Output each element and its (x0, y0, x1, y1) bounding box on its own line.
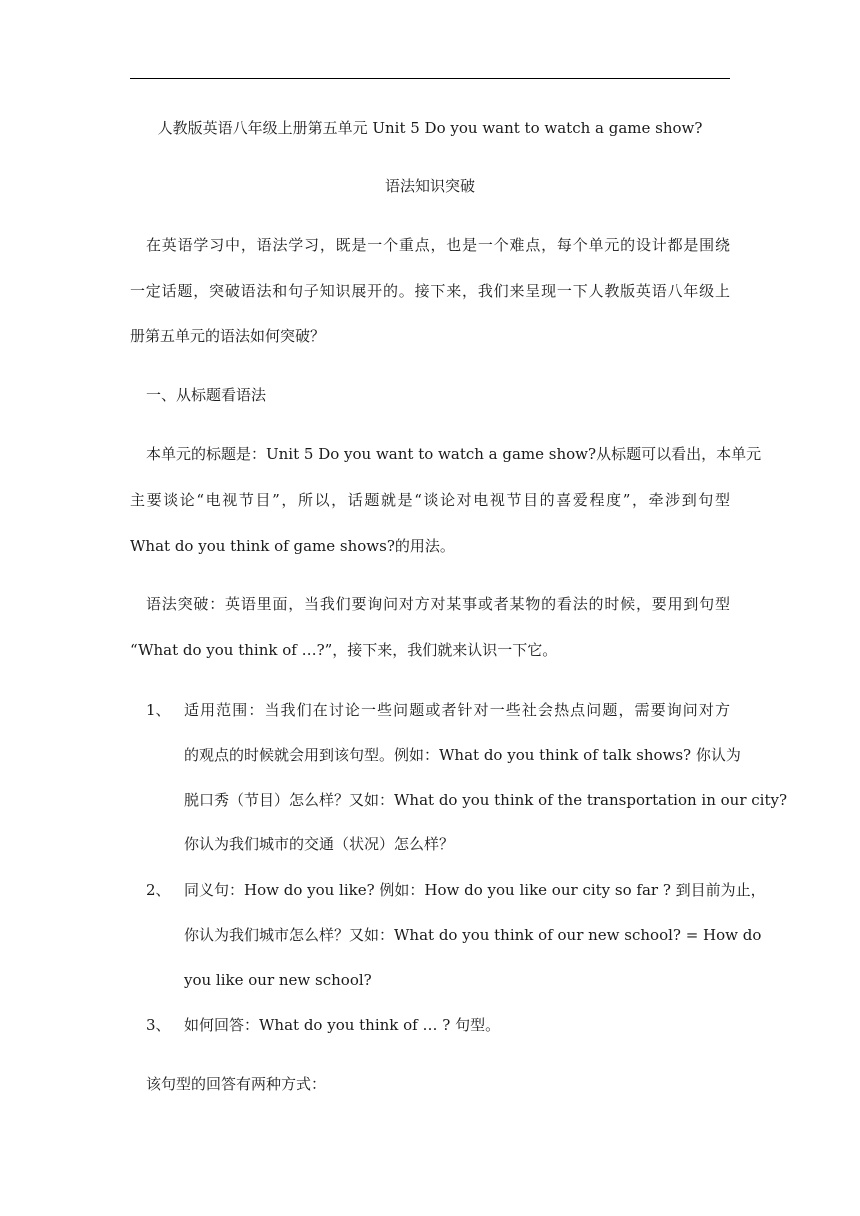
intro-line-3: 册第五单元的语法如何突破？ (130, 327, 326, 345)
intro-line-1: 在英语学习中，语法学习，既是一个重点，也是一个难点，每个单元的设计都是围绕 (146, 236, 730, 254)
list-item-line: 你认为我们城市怎么样？又如：What do you think of our new school? = How do (184, 926, 762, 944)
list-item-number: 2、 (146, 881, 171, 899)
list-item-line: 如何回答：What do you think of … ? 句型。 (184, 1016, 501, 1034)
section1-line-2: 主要谈论“电视节目”，所以，话题就是“谈论对电视节目的喜爱程度”，牵涉到句型 (130, 491, 730, 509)
list-item-number: 3、 (146, 1016, 171, 1034)
section1-line-1: 本单元的标题是：Unit 5 Do you want to watch a game show?从标题可以看出，本单元 (146, 445, 762, 463)
document-title: 人教版英语八年级上册第五单元 Unit 5 Do you want to watch a game show? (157, 119, 703, 137)
list-item-number: 1、 (146, 701, 171, 719)
breakthrough-line-1: 语法突破：英语里面，当我们要询问对方对某事或者某物的看法的时候，要用到句型 (146, 595, 730, 613)
list-item-line: 适用范围：当我们在讨论一些问题或者针对一些社会热点问题，需要询问对方 (184, 701, 730, 719)
intro-line-2: 一定话题，突破语法和句子知识展开的。接下来，我们来呈现一下人教版英语八年级上 (130, 282, 730, 300)
header-rule (130, 78, 730, 79)
closing-line: 该句型的回答有两种方式： (146, 1075, 327, 1093)
section-heading: 一、从标题看语法 (146, 386, 267, 404)
list-item-line: 的观点的时候就会用到该句型。例如：What do you think of talk shows? 你认为 (184, 746, 741, 764)
list-item-line: you like our new school? (184, 971, 372, 989)
list-item-line: 同义句：How do you like? 例如：How do you like our city so far ? 到目前为止， (184, 881, 766, 899)
list-item-line: 脱口秀（节目）怎么样？又如：What do you think of the transportation in our city? (184, 791, 787, 809)
document-subtitle: 语法知识突破 (384, 177, 475, 195)
section1-line-3: What do you think of game shows?的用法。 (130, 537, 455, 555)
breakthrough-line-2: “What do you think of …?”，接下来，我们就来认识一下它。 (130, 641, 558, 659)
list-item-line: 你认为我们城市的交通（状况）怎么样？ (184, 835, 455, 853)
